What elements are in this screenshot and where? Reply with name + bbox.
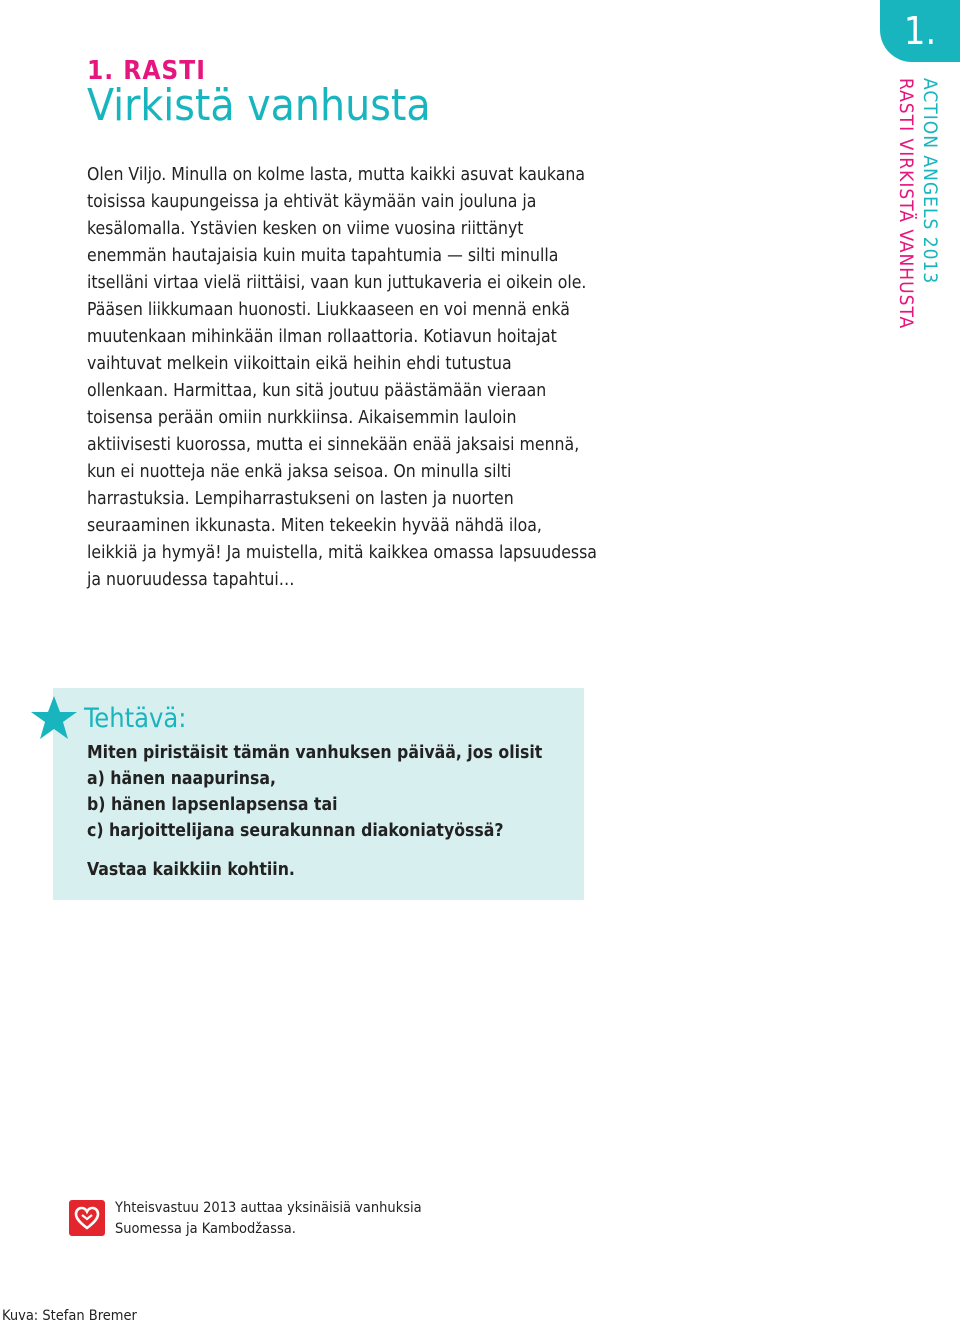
footer-note-line1: Yhteisvastuu 2013 auttaa yksinäisiä vanhuksia	[115, 1200, 422, 1216]
task-instruction: Vastaa kaikkiin kohtiin.	[87, 860, 295, 880]
task-title: Tehtävä:	[84, 703, 187, 734]
footer-note-line2: Suomessa ja Kambodžassa.	[115, 1221, 296, 1237]
story-paragraph: Olen Viljo. Minulla on kolme lasta, mutta kaikki asuvat kaukana toisissa kaupungeissa ja ehtivät käymään vain jouluna ja kesälomalla. Ystävien kesken on viime vuosina riittänyt enemmän hautajaisia kuin muita tapahtumia — silti minulla itselläni virtaa vielä riittäisi, vaan kun juttukaveria ei oikein ole. Pääsen liikkumaan huonosti. Liukkaaseen en voi mennä enkä muutenkaan mihinkään ilman rollaattoria. Kotiavun hoitajat vaihtuvat melkein viikoittain eikä heihin ehdi tutustua ollenkaan. Harmittaa, kun sitä joutuu päästämään vieraan toisensa perään omiin nurkkiinsa. Aikaisemmin lauloin aktiivisesti kuorossa, mutta ei sinnekään enää jaksaisi mennä, kun ei nuotteja näe enkä jaksa seisoa. On minulla silti harrastuksia. Lempiharrastukseni on lasten ja nuorten seuraaminen ikkunasta. Miten tekeekin hyvää nähdä iloa, leikkiä ja hymyä! Ja muistella, mitä kaikkea omassa lapsuudessa ja nuoruudessa tapahtui…	[87, 165, 597, 590]
task-option-b: b) hänen lapsenlapsensa tai	[87, 795, 338, 815]
vertical-running-header	[894, 78, 942, 329]
task-option-c: c) harjoittelijana seurakunnan diakoniatyössä?	[87, 821, 504, 841]
task-option-a: a) hänen naapurinsa,	[87, 769, 276, 789]
running-header-line1: ACTION ANGELS 2013	[919, 78, 941, 285]
section-number-tab	[880, 0, 960, 62]
section-kicker: 1. RASTI	[87, 56, 206, 86]
photo-credit: Kuva: Stefan Bremer	[2, 1308, 137, 1324]
yhteisvastuu-heart-logo-icon	[69, 1200, 105, 1236]
section-number: 1.	[903, 9, 937, 53]
page-title: Virkistä vanhusta	[87, 80, 431, 131]
task-question-list	[87, 740, 542, 844]
star-icon	[30, 695, 78, 741]
task-question-line: Miten piristäisit tämän vanhuksen päivää, jos olisit	[87, 743, 543, 763]
running-header-line2: RASTI VIRKISTÄ VANHUSTA	[895, 78, 917, 330]
footer-note	[115, 1198, 422, 1240]
